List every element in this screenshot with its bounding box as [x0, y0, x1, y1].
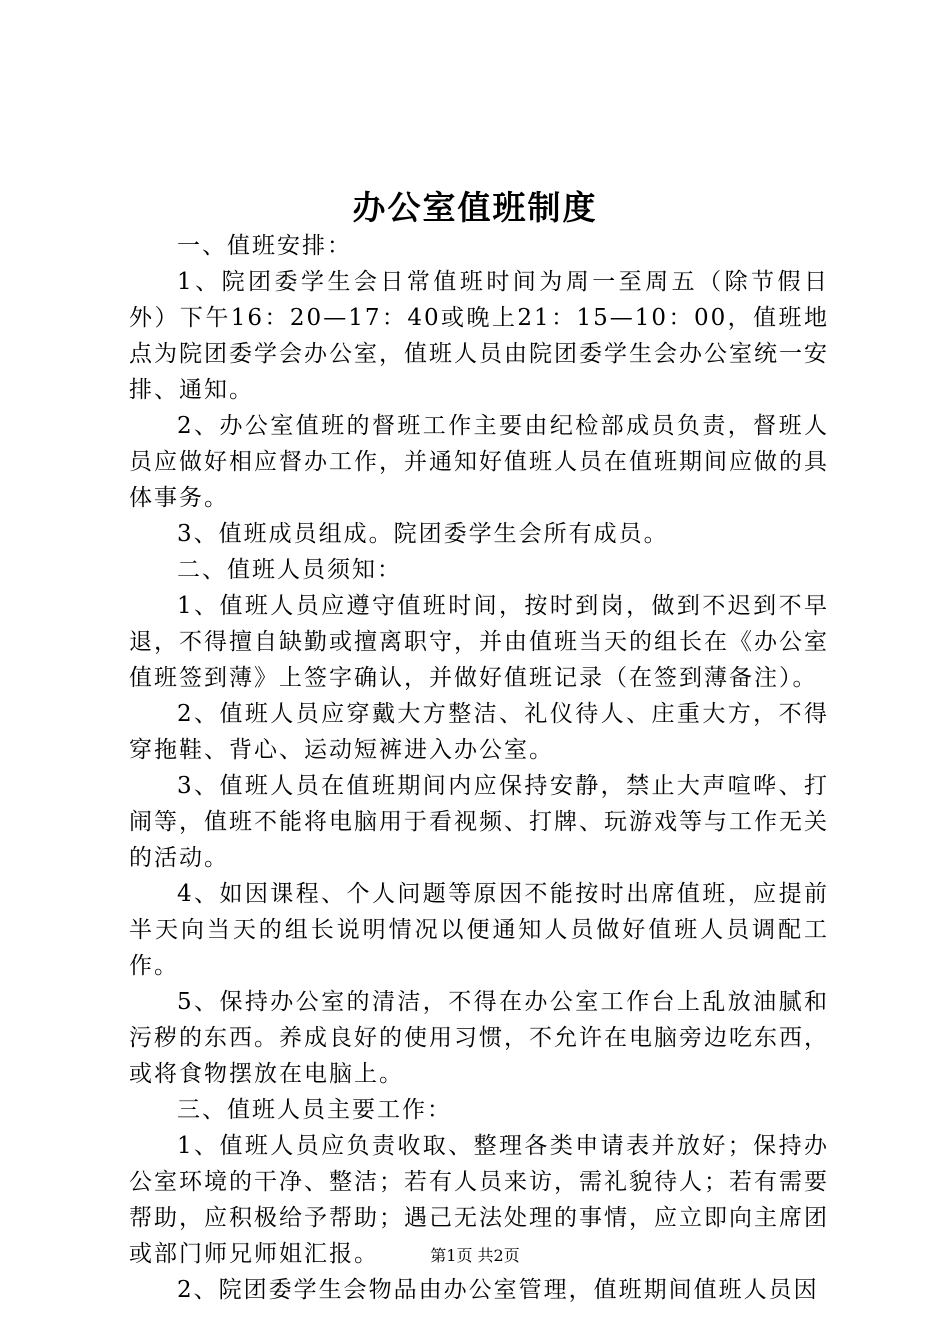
paragraph: 2、值班人员应穿戴大方整洁、礼仪待人、庄重大方，不得穿拖鞋、背心、运动短裤进入办公室。: [129, 701, 829, 763]
paragraph: 4、如因课程、个人问题等原因不能按时出席值班，应提前半天向当天的组长说明情况以便通知人员做好值班人员调配工作。: [129, 881, 829, 979]
paragraph: 3、值班人员在值班期间内应保持安静，禁止大声喧哗、打闹等，值班不能将电脑用于看视频、打牌、玩游戏等与工作无关的活动。: [129, 773, 829, 871]
paragraph: 1、值班人员应负责收取、整理各类申请表并放好；保持办公室环境的干净、整洁；若有人员来访，需礼貌待人；若有需要帮助，应积极给予帮助；遇己无法处理的事情，应立即向主席团或部门师兄师姐汇报。: [129, 1133, 829, 1267]
page-number: 第1页 共2页: [430, 1246, 520, 1265]
paragraph: 1、院团委学生会日常值班时间为周一至周五（除节假日外）下午16：20—17：40或晚上21：15—10：00，值班地点为院团委学会办公室，值班人员由院团委学生会办公室统一安排、通知。: [129, 269, 829, 403]
paragraph: 5、保持办公室的清洁，不得在办公室工作台上乱放油腻和污秽的东西。养成良好的使用习惯，不允许在电脑旁边吃东西，或将食物摆放在电脑上。: [129, 989, 829, 1087]
section-heading-1: 一、值班安排：: [177, 233, 352, 259]
paragraph: 3、值班成员组成。院团委学生会所有成员。: [177, 521, 669, 547]
paragraph: 1、值班人员应遵守值班时间，按时到岗，做到不迟到不早退，不得擅自缺勤或擅离职守，并由值班当天的组长在《办公室值班签到薄》上签字确认，并做好值班记录（在签到薄备注）。: [129, 593, 829, 691]
paragraph: 2、办公室值班的督班工作主要由纪检部成员负责，督班人员应做好相应督办工作，并通知好值班人员在值班期间应做的具体事务。: [129, 413, 829, 511]
document-title: 办公室值班制度: [352, 188, 598, 227]
section-heading-2: 二、值班人员须知：: [177, 557, 402, 583]
document-body: [129, 228, 829, 1308]
paragraph: 2、院团委学生会物品由办公室管理，值班期间值班人员因: [177, 1277, 819, 1303]
section-heading-3: 三、值班人员主要工作：: [177, 1097, 452, 1123]
